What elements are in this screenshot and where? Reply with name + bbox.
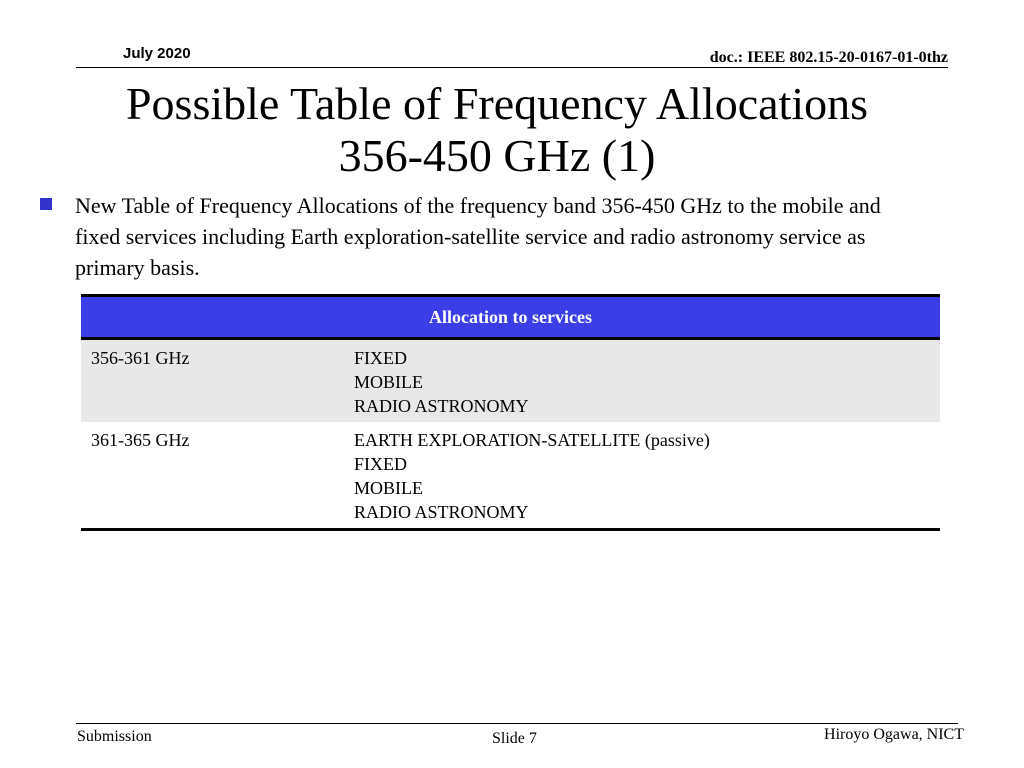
table-cell-band: 361-365 GHz xyxy=(81,422,344,530)
service-entry: EARTH EXPLORATION-SATELLITE (passive) xyxy=(354,430,710,450)
table-cell-band: 356-361 GHz xyxy=(81,339,344,423)
service-entry: RADIO ASTRONOMY xyxy=(354,396,529,416)
footer-divider xyxy=(76,723,958,724)
table-header-row xyxy=(81,296,940,339)
slide-title-line-2: 356-450 GHz (1) xyxy=(338,130,656,181)
square-bullet-icon xyxy=(40,198,52,210)
service-entry: MOBILE xyxy=(354,478,423,498)
footer-author: Hiroyo Ogawa, NICT xyxy=(824,726,964,743)
slide-title xyxy=(40,78,954,182)
header-divider xyxy=(76,67,948,68)
header-date: July 2020 xyxy=(123,45,191,62)
footer-slide-number: Slide 7 xyxy=(492,730,537,747)
header-doc-id: doc.: IEEE 802.15-20-0167-01-0thz xyxy=(709,49,948,66)
table-cell-services xyxy=(344,422,940,530)
allocation-table xyxy=(81,294,940,531)
service-entry: MOBILE xyxy=(354,372,423,392)
table-row xyxy=(81,339,940,423)
service-entry: FIXED xyxy=(354,348,407,368)
table-row xyxy=(81,422,940,530)
footer-submission: Submission xyxy=(77,728,152,745)
table-header-allocation: Allocation to services xyxy=(81,296,940,339)
table-cell-services xyxy=(344,339,940,423)
slide-title-line-1: Possible Table of Frequency Allocations xyxy=(125,78,869,129)
service-entry: RADIO ASTRONOMY xyxy=(354,502,529,522)
service-entry: FIXED xyxy=(354,454,407,474)
bullet-text: New Table of Frequency Allocations of the frequency band 356-450 GHz to the mobile and fixed services including Earth exploration-satellite service and radio astronomy service as primary basis. xyxy=(75,193,881,280)
